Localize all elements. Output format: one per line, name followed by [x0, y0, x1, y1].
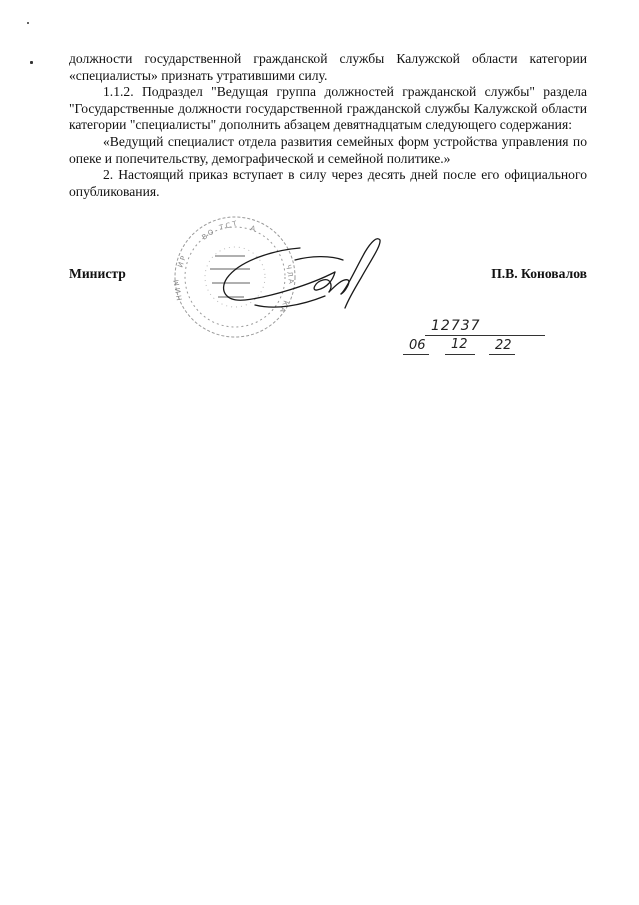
- svg-text:Н И М: Н И М: [172, 278, 184, 302]
- position-label: Министр: [69, 266, 126, 281]
- registration-year: 22: [495, 338, 512, 353]
- date-underline: [445, 354, 475, 355]
- date-underline: [403, 354, 429, 355]
- document-body: [69, 51, 587, 200]
- registration-number: 12737: [431, 318, 481, 334]
- scan-speck: [30, 61, 33, 64]
- registration-month: 12: [451, 337, 468, 352]
- paragraph-continuation: должности государственной гражданской службы Калужской области категории «специалисты» признать утратившими силу.: [69, 51, 587, 83]
- signatory-name: П.В. Коновалов: [491, 266, 587, 281]
- svg-text:Ч Л А: Ч Л А: [284, 263, 296, 285]
- registration-day: 06: [409, 338, 426, 353]
- svg-text:И Р: И Р: [176, 254, 188, 269]
- paragraph-1-1-2: 1.1.2. Подраздел "Ведущая группа должностей гражданской службы" раздела "Государственные должности государственной гражданской службы Калужской области категории "специалисты" дополнить абзацем девятнадцатым следующего содержания:: [69, 84, 587, 133]
- handwritten-signature: [215, 230, 390, 320]
- paragraph-2: 2. Настоящий приказ вступает в силу через десять дней после его официального опубликования.: [69, 167, 587, 199]
- svg-text:А: А: [249, 224, 257, 234]
- date-underline: [489, 354, 515, 355]
- registration-stamp: [395, 318, 555, 363]
- scan-speck: [27, 22, 29, 24]
- svg-text:Т С Т: Т С Т: [218, 219, 238, 232]
- svg-text:К А: К А: [278, 299, 290, 314]
- paragraph-quote: «Ведущий специалист отдела развития семейных форм устройства управления по опеке и попечительству, демографической и семейной политике.»: [69, 133, 587, 166]
- number-underline: [425, 335, 545, 336]
- svg-text:В О: В О: [200, 227, 216, 242]
